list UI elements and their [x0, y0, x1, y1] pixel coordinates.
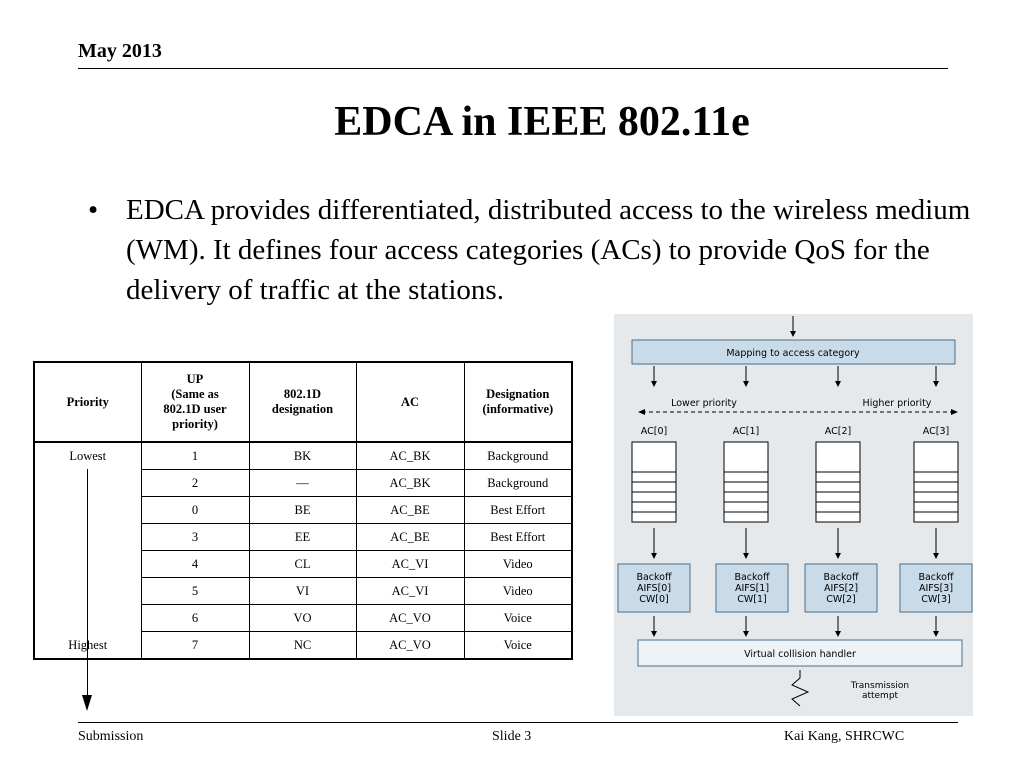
backoff-ac2: [805, 564, 877, 612]
cell-designation: NC: [249, 632, 356, 660]
aifs-label: AIFS[1]: [734, 583, 770, 594]
cell-up: 1: [141, 442, 249, 470]
queue-ac2: [816, 442, 860, 522]
transmission-zigzag: [792, 670, 808, 706]
header-designation-line2: (informative): [482, 402, 554, 416]
priority-highest: Highest: [68, 638, 108, 652]
cw-label: CW[0]: [639, 594, 669, 605]
priority-arrow-line: [87, 469, 88, 697]
cell-informative: Background: [464, 470, 572, 497]
header-up-line4: priority): [172, 417, 218, 431]
cw-label: CW[3]: [921, 594, 951, 605]
cell-designation: CL: [249, 551, 356, 578]
backoff-ac3: [900, 564, 972, 612]
cell-up: 5: [141, 578, 249, 605]
header-up: [141, 362, 249, 442]
aifs-label: AIFS[0]: [636, 583, 672, 594]
cw-label: CW[2]: [826, 594, 856, 605]
priority-axis-right-arrowhead: [951, 409, 958, 415]
header-divider: [78, 68, 948, 69]
bullet-marker: •: [88, 194, 99, 226]
transmission-label-line2: attempt: [861, 691, 899, 701]
queue-ac3: [914, 442, 958, 522]
cell-ac: AC_VO: [356, 605, 464, 632]
header-up-line1: UP: [186, 372, 204, 386]
cell-informative: Background: [464, 442, 572, 470]
footer-submission: Submission: [78, 729, 144, 744]
cell-up: 3: [141, 524, 249, 551]
collision-handler-label: Virtual collision handler: [744, 649, 856, 660]
higher-priority-label: Higher priority: [862, 398, 932, 409]
priority-axis-left-arrowhead: [638, 409, 645, 415]
lower-priority-label: Lower priority: [671, 398, 737, 409]
cell-up: 0: [141, 497, 249, 524]
cell-ac: AC_BK: [356, 442, 464, 470]
edca-diagram: [614, 314, 973, 716]
cell-ac: AC_VO: [356, 632, 464, 660]
header-8021d-line1: 802.1D: [283, 387, 322, 401]
ac-label: AC[2]: [824, 426, 852, 437]
cell-informative: Video: [464, 578, 572, 605]
cell-ac: AC_BK: [356, 470, 464, 497]
table-header-row: [34, 362, 572, 442]
backoff-label: Backoff: [636, 572, 672, 583]
priority-scale: [34, 442, 141, 659]
header-8021d-line2: designation: [271, 402, 334, 416]
cell-designation: EE: [249, 524, 356, 551]
backoff-ac1: [716, 564, 788, 612]
table-row: [34, 442, 572, 470]
cell-designation: —: [249, 470, 356, 497]
header-date: May 2013: [78, 40, 162, 62]
backoff-ac0: [618, 564, 690, 612]
header-priority: Priority: [34, 362, 141, 442]
queue-ac1: [724, 442, 768, 522]
cell-up: 7: [141, 632, 249, 660]
cell-up: 6: [141, 605, 249, 632]
user-priority-table: [33, 361, 573, 660]
header-designation-line1: Designation: [486, 387, 550, 401]
aifs-label: AIFS[3]: [918, 583, 954, 594]
header-up-line3: 802.1D user: [163, 402, 227, 416]
slide-title: EDCA in IEEE 802.11e: [334, 99, 750, 145]
aifs-label: AIFS[2]: [823, 583, 859, 594]
cell-designation: VO: [249, 605, 356, 632]
footer-slide-number: Slide 3: [492, 729, 532, 744]
footer-divider: [78, 722, 958, 723]
cell-informative: Best Effort: [464, 524, 572, 551]
queue-ac0: [632, 442, 676, 522]
cell-informative: Best Effort: [464, 497, 572, 524]
cell-designation: BK: [249, 442, 356, 470]
header-8021d: [249, 362, 356, 442]
transmission-label-line1: Transmission: [850, 681, 910, 691]
cell-up: 2: [141, 470, 249, 497]
edca-diagram-svg: [614, 314, 973, 716]
cell-designation: VI: [249, 578, 356, 605]
header-designation: [464, 362, 572, 442]
priority-lowest: Lowest: [69, 449, 107, 463]
cell-informative: Voice: [464, 605, 572, 632]
footer-author: Kai Kang, SHRCWC: [784, 729, 905, 744]
bullet-text: EDCA provides differentiated, distributed access to the wireless medium (WM). It defines four access categories (ACs) to provide QoS for the delivery of traffic at the stations.: [126, 194, 971, 306]
priority-arrowhead: [82, 695, 92, 711]
cell-ac: AC_VI: [356, 578, 464, 605]
cw-label: CW[1]: [737, 594, 767, 605]
backoff-label: Backoff: [823, 572, 859, 583]
header-up-line2: (Same as: [171, 387, 219, 401]
cell-informative: Voice: [464, 632, 572, 660]
header-ac: AC: [356, 362, 464, 442]
cell-ac: AC_BE: [356, 497, 464, 524]
cell-ac: AC_BE: [356, 524, 464, 551]
ac-label: AC[3]: [922, 426, 950, 437]
backoff-label: Backoff: [734, 572, 770, 583]
cell-ac: AC_VI: [356, 551, 464, 578]
backoff-label: Backoff: [918, 572, 954, 583]
mapping-label: Mapping to access category: [726, 348, 860, 359]
cell-informative: Video: [464, 551, 572, 578]
ac-label: AC[0]: [640, 426, 668, 437]
cell-designation: BE: [249, 497, 356, 524]
ac-label: AC[1]: [732, 426, 760, 437]
cell-up: 4: [141, 551, 249, 578]
